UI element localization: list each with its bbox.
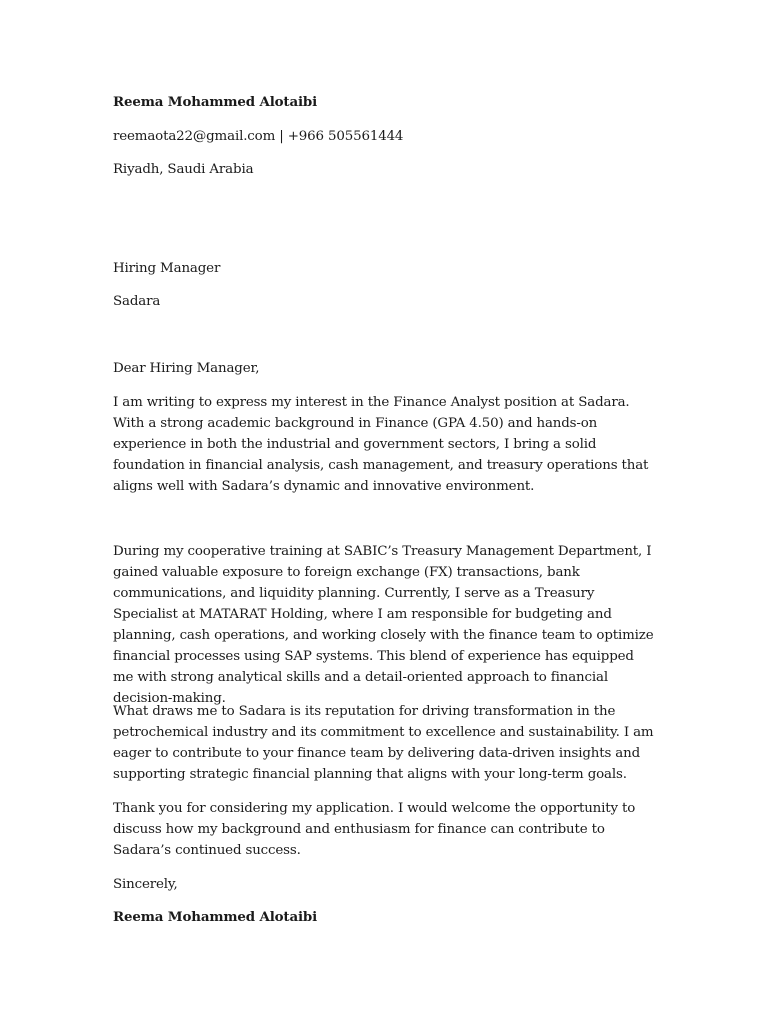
paragraph-thanks: Thank you for considering my application. I would welcome the opportunity to discuss how my background and enthusiasm for finance can contribute to Sadara’s continued success.	[113, 801, 636, 858]
paragraph-experience: During my cooperative training at SABIC’s Treasury Management Department, I gained valuable exposure to foreign exchange (FX) transactions, bank communications, and liquidity planning. Currently, I serve as a Treasury Specialist at MATARAT Holding, where I am responsible for budgeting and planning, cash operations, and working closely with the finance team to optimize financial processes using SAP systems. This blend of experience has equipped me with strong analytical skills and a detail-oriented approach to financial decision-making.	[113, 544, 654, 706]
salutation: Dear Hiring Manager,	[113, 361, 260, 376]
paragraph-intro: I am writing to express my interest in the Finance Analyst position at Sadara. With a strong academic background in Finance (GPA 4.50) and hands-on experience in both the industrial and government sectors, I bring a solid foundation in financial analysis, cash management, and treasury operations that aligns well with Sadara’s dynamic and innovative environment.	[113, 395, 649, 494]
sender-contact: reemaota22@gmail.com | +966 505561444	[113, 129, 404, 144]
signature: Reema Mohammed Alotaibi	[113, 909, 318, 925]
recipient-title: Hiring Manager	[113, 261, 221, 276]
recipient-company: Sadara	[113, 294, 161, 309]
closing: Sincerely,	[113, 877, 178, 892]
sender-name: Reema Mohammed Alotaibi	[113, 94, 318, 110]
paragraph-motivation: What draws me to Sadara is its reputation for driving transformation in the petrochemical industry and its commitment to excellence and sustainability. I am eager to contribute to your finance team by delivering data-driven insights and supporting strategic financial planning that aligns with your long-term goals.	[113, 704, 654, 782]
sender-location: Riyadh, Saudi Arabia	[113, 162, 254, 177]
